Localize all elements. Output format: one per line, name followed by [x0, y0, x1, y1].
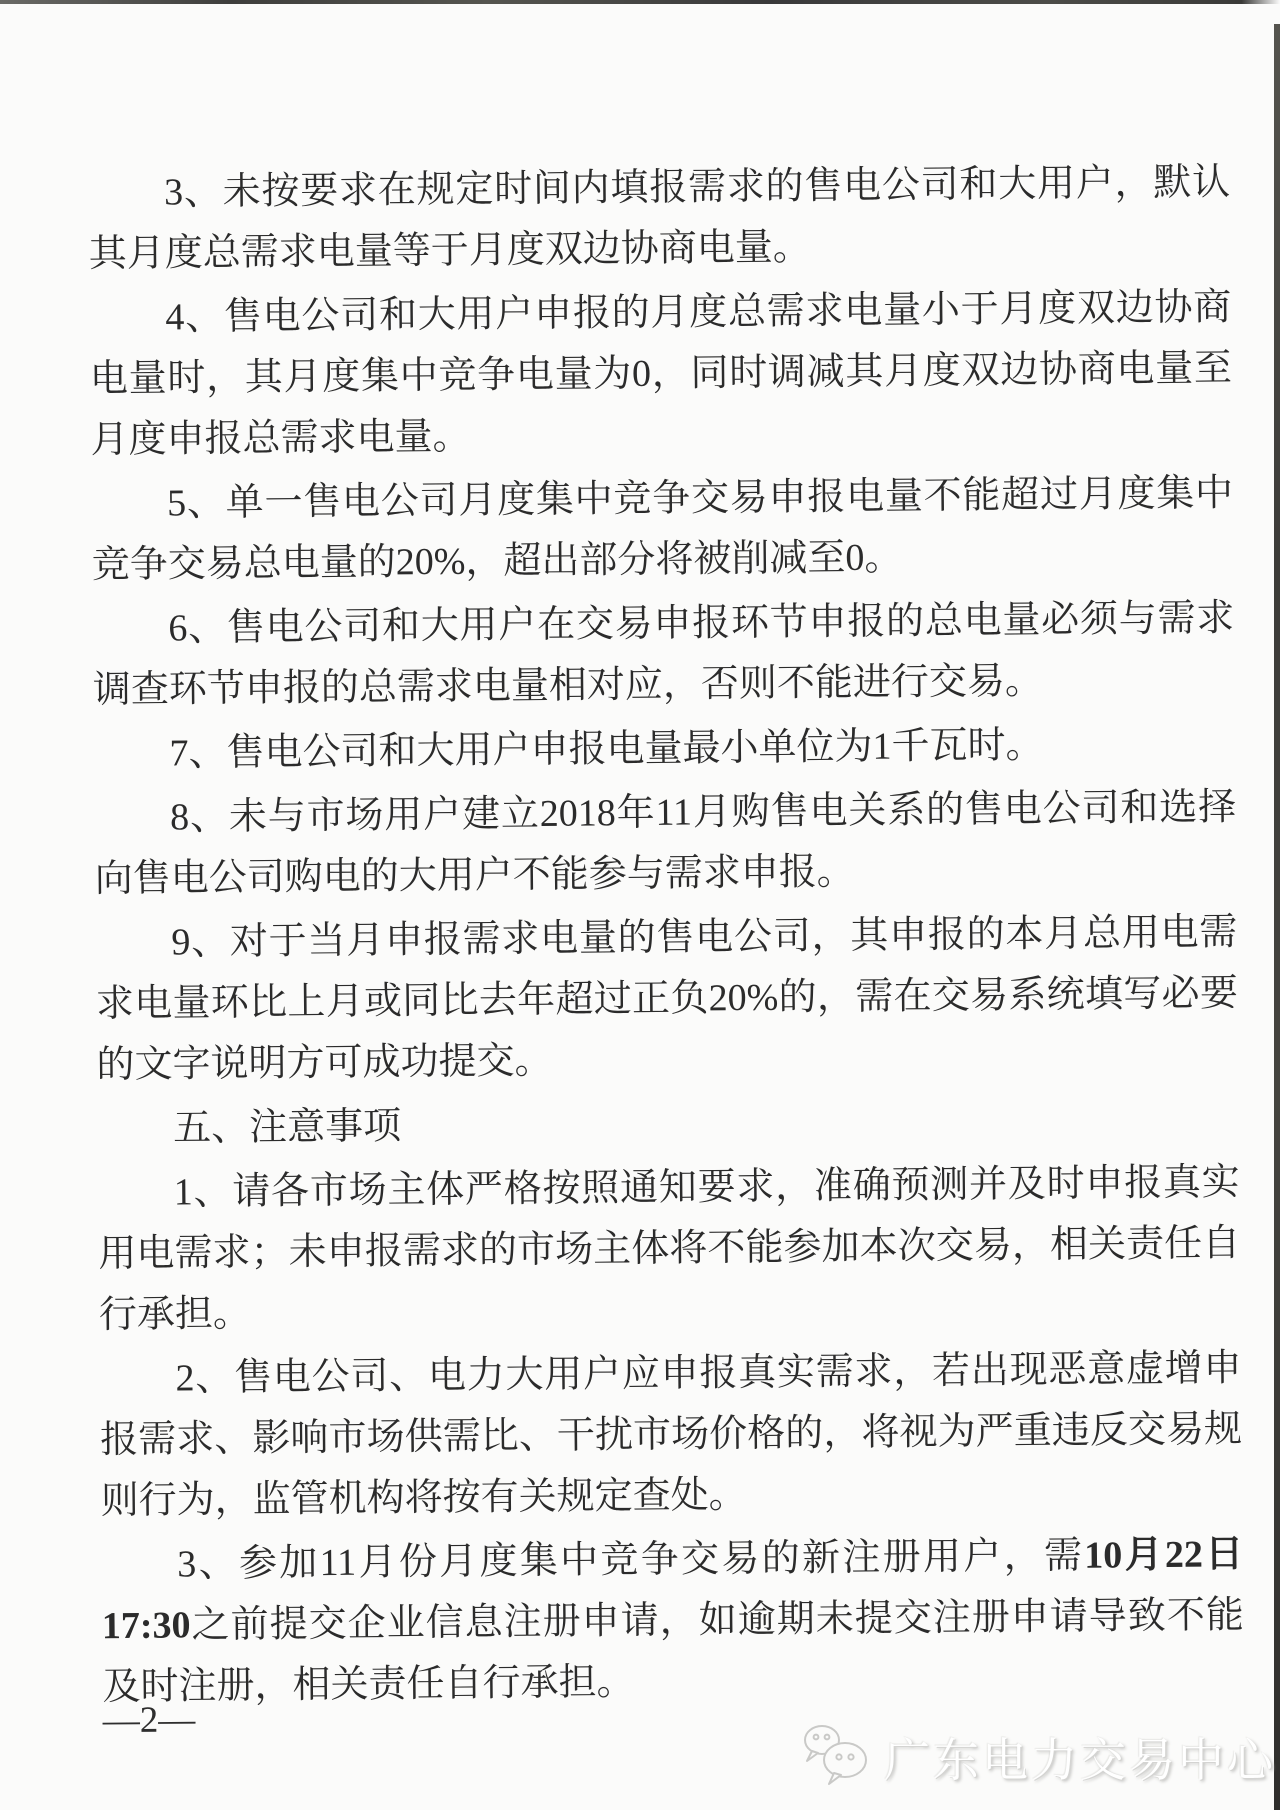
wechat-icon [798, 1722, 874, 1792]
paragraph-item-5: 5、单一售电公司月度集中竞争交易申报电量不能超过月度集中竞争交易总电量的20%，超出部分将被削减至0。 [91, 472, 1234, 587]
note-3-pre: 3、参加11月份月度集中竞争交易的新注册用户，需 [177, 1534, 1085, 1586]
paragraph-item-7: 7、售电公司和大用户申报电量最小单位为1千瓦时。 [169, 724, 1044, 775]
paragraph-item-3: 3、未按要求在规定时间内填报需求的售电公司和大用户，默认其月度总需求电量等于月度双边协商电量。 [88, 161, 1231, 276]
document-body [88, 152, 1245, 1721]
section-heading: 五、注意事项 [172, 1105, 402, 1150]
paragraph-note-3 [101, 1524, 1245, 1718]
watermark [798, 1722, 1276, 1792]
note-3-post: 之前提交企业信息注册申请，如逾期未提交注册申请导致不能及时注册，相关责任自行承担。 [102, 1594, 1245, 1709]
watermark-text: 广东电力交易中心 [884, 1734, 1276, 1786]
paragraph-item-4: 4、售电公司和大用户申报的月度总需求电量小于月度双边协商电量时，其月度集中竞争电量为0，同时调减其月度双边协商电量至月度申报总需求电量。 [89, 286, 1233, 462]
paragraph-item-8: 8、未与市场用户建立2018年11月购售电关系的售电公司和选择向售电公司购电的大用户不能参与需求申报。 [94, 786, 1237, 901]
paragraph-note-1: 1、请各市场主体严格按照通知要求，准确预测并及时申报真实用电需求；未申报需求的市场主体将不能参加本次交易，相关责任自行承担。 [98, 1161, 1241, 1337]
page-number: —2— [102, 1699, 196, 1742]
note-3-deadline: 10月22日17:30 [101, 1533, 1244, 1648]
paragraph-item-6: 6、售电公司和大用户在交易申报环节申报的总电量必须与需求调查环节申报的总需求电量相对应，否则不能进行交易。 [92, 597, 1235, 712]
paragraph-note-2: 2、售电公司、电力大用户应申报真实需求，若出现恶意虚增申报需求、影响市场供需比、干扰市场价格的，将视为严重违反交易规则行为，监管机构将按有关规定查处。 [99, 1347, 1243, 1523]
paragraph-item-9: 9、对于当月申报需求电量的售电公司，其申报的本月总用电需求电量环比上月或同比去年超过正负20%的，需在交易系统填写必要的文字说明方可成功提交。 [95, 911, 1239, 1087]
